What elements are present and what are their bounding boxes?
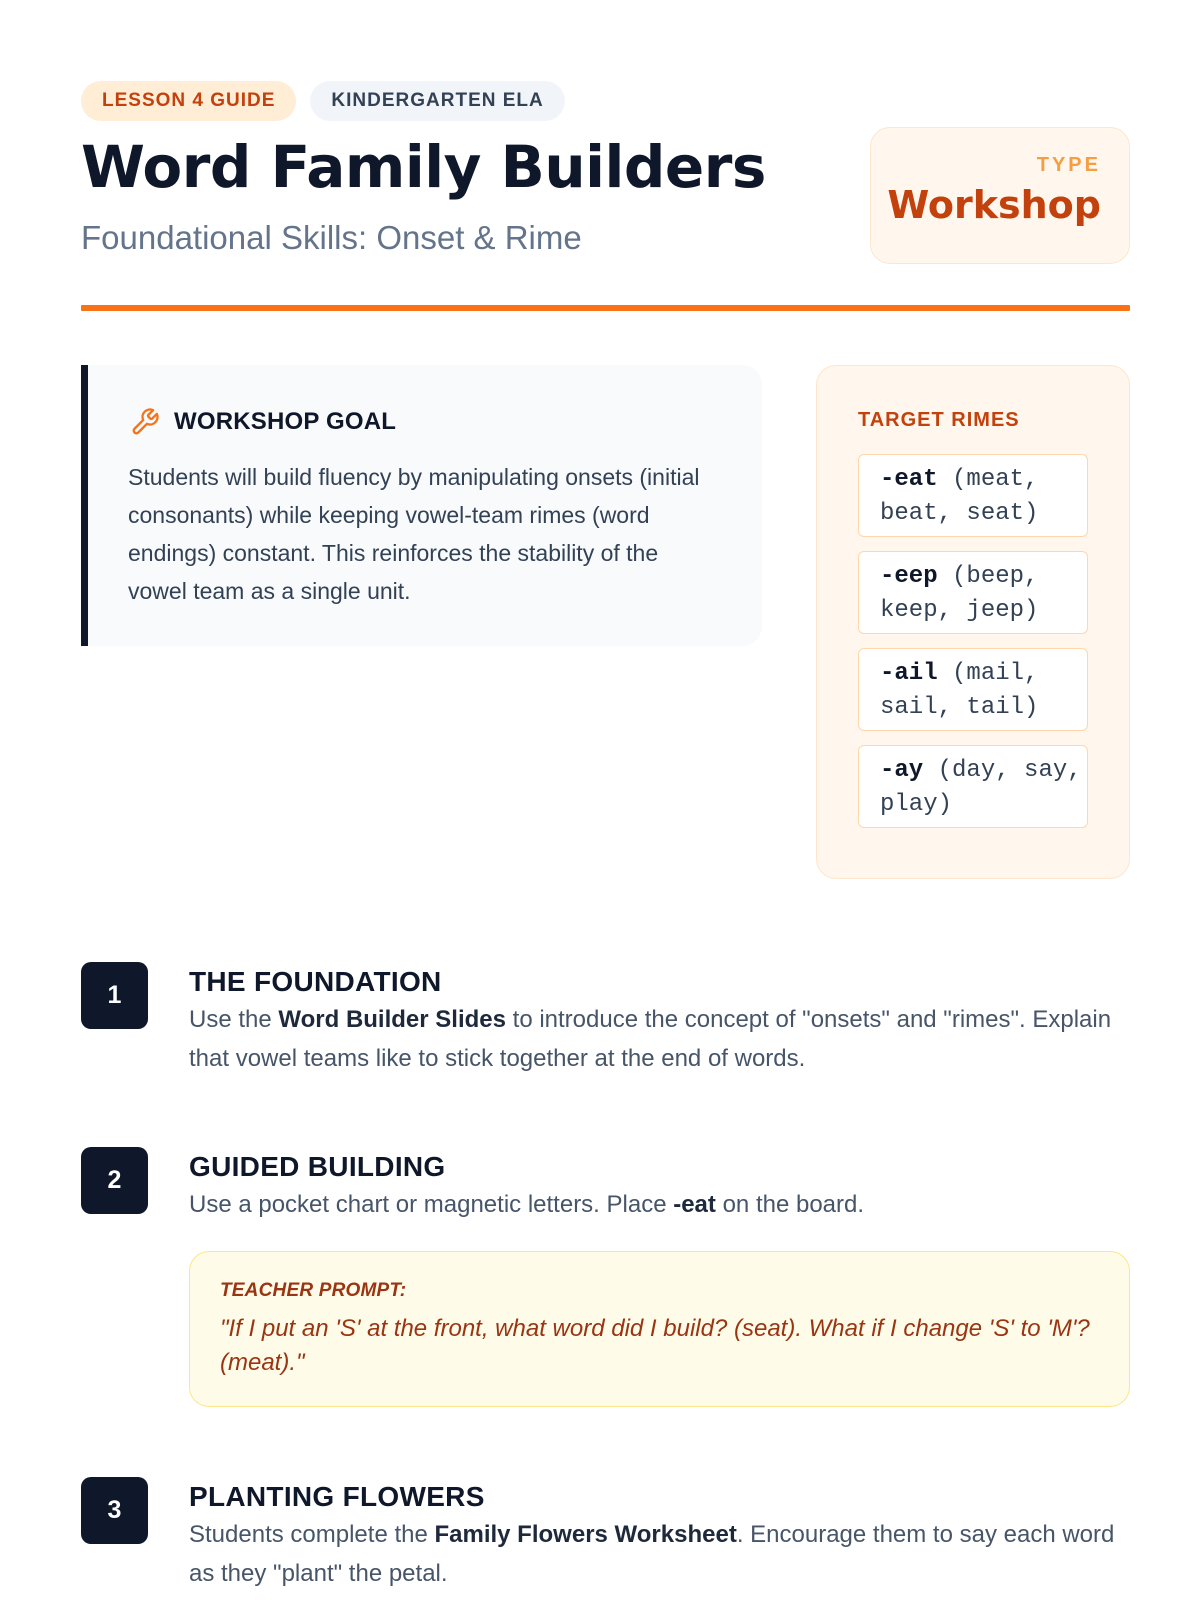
step-number-3: 3 — [81, 1477, 148, 1544]
rime-pattern: -eat — [880, 466, 938, 493]
rime-examples: (mail, sail, tail) — [880, 660, 1039, 721]
lesson-guide-page — [81, 0, 1130, 1600]
step-text-1: Use the Word Builder Slides to introduce the concept of "onsets" and "rimes". Explain that vowel teams like to stick together at the end of words. — [189, 1006, 1112, 1072]
lesson-tag: LESSON 4 GUIDE — [81, 81, 296, 121]
header-divider — [81, 305, 1130, 311]
workshop-goal-card — [81, 365, 762, 646]
rimes-title: TARGET RIMES — [858, 409, 1020, 431]
type-label: TYPE — [1036, 154, 1101, 176]
step-text-3: Students complete the Family Flowers Worksheet. Encourage them to say each word as they "plant" the petal. — [189, 1521, 1115, 1587]
step-number-1: 1 — [81, 962, 148, 1029]
page-title: Word Family Builders — [81, 133, 766, 201]
header-tags — [81, 81, 565, 121]
goal-header — [128, 405, 722, 438]
teacher-prompt-callout — [189, 1251, 1130, 1407]
step-title-2: GUIDED BUILDING — [189, 1151, 446, 1182]
lesson-type-card — [870, 127, 1130, 264]
rime-pattern: -eep — [880, 563, 938, 590]
type-value: Workshop — [887, 183, 1101, 227]
teacher-prompt-text: "If I put an 'S' at the front, what word did I build? (seat). What if I change 'S' to 'M'? (meat)." — [220, 1315, 1090, 1376]
step-number-2: 2 — [81, 1147, 148, 1214]
rime-examples: (day, say, play) — [880, 757, 1082, 818]
goal-text: Students will build fluency by manipulating onsets (initial consonants) while keeping vowel-team rimes (word endings) constant. This reinforces the stability of the vowel team as a single unit. — [128, 464, 700, 604]
step-text-2: Use a pocket chart or magnetic letters. Place -eat on the board. — [189, 1191, 865, 1218]
teacher-prompt-label: TEACHER PROMPT: — [220, 1280, 407, 1301]
rime-item — [858, 454, 1088, 537]
page-subtitle: Foundational Skills: Onset & Rime — [81, 219, 582, 256]
rime-pattern: -ail — [880, 660, 938, 687]
wrench-icon — [128, 405, 161, 438]
step-title-1: THE FOUNDATION — [189, 966, 442, 997]
rime-examples: (beep, keep, jeep) — [880, 563, 1039, 624]
target-rimes-card — [816, 365, 1130, 879]
rime-examples: (meat, beat, seat) — [880, 466, 1039, 527]
step-title-3: PLANTING FLOWERS — [189, 1481, 485, 1512]
goal-title: WORKSHOP GOAL — [174, 407, 397, 435]
rime-pattern: -ay — [880, 757, 924, 784]
rime-item — [858, 648, 1088, 731]
rime-item — [858, 551, 1088, 634]
rime-item — [858, 745, 1088, 828]
grade-tag: KINDERGARTEN ELA — [310, 81, 564, 121]
